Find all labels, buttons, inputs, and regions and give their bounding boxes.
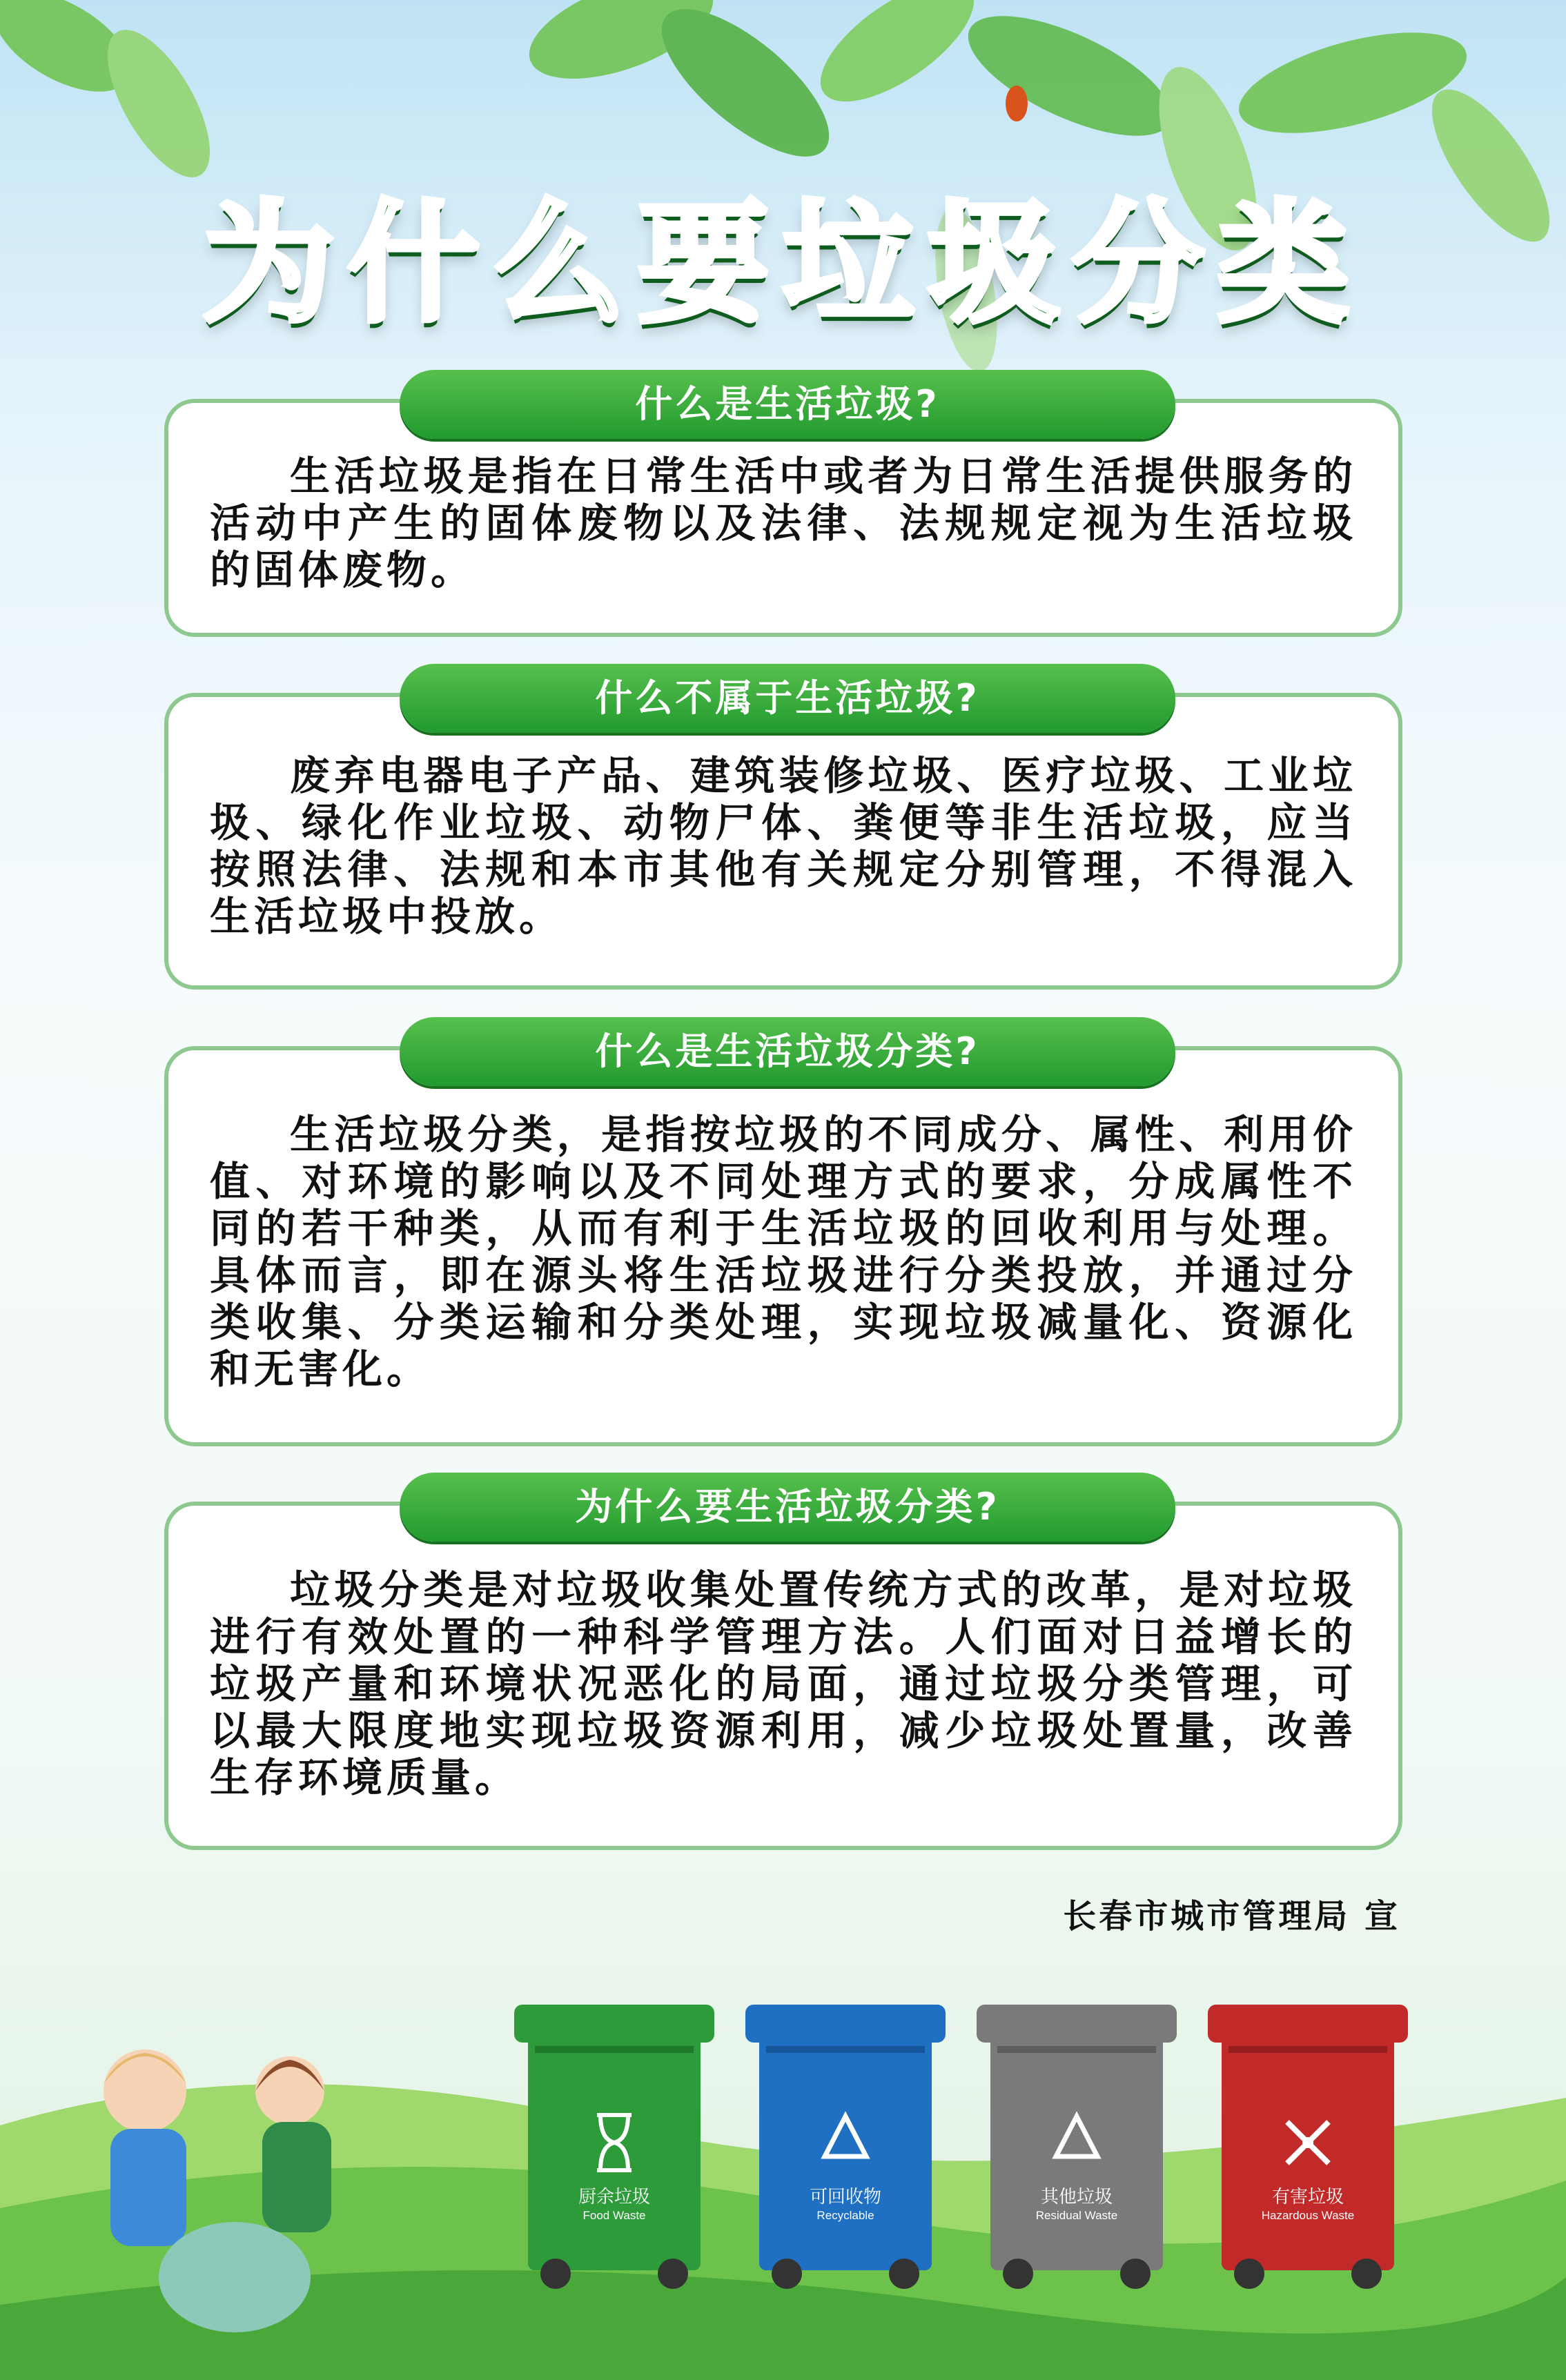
bin-food-waste <box>514 2005 714 2291</box>
recycle-icon <box>811 2108 880 2177</box>
recycle-icon <box>1042 2108 1111 2177</box>
bin-label-cn: 有害垃圾 <box>1271 2187 1344 2207</box>
section-card-1 <box>164 382 1402 637</box>
page-title: 为什么要垃圾分类 <box>203 188 1363 340</box>
section-body-4: 垃圾分类是对垃圾收集处置传统方式的改革，是对垃圾进行有效处置的一种科学管理方法。人们面对日益增长的垃圾产量和环境状况恶化的局面，通过垃圾分类管理，可以最大限度地实现垃圾资源利用，减少垃圾处置量，改善生存环境质量。 <box>210 1566 1357 1801</box>
section-body-1: 生活垃圾是指在日常生活中或者为日常生活提供服务的活动中产生的固体废物以及法律、法规规定视为生活垃圾的固体废物。 <box>210 453 1357 593</box>
section-card-2 <box>164 676 1402 990</box>
publisher-credit: 长春市城市管理局 宣 <box>1063 1897 1400 1936</box>
section-heading-3: 什么是生活垃圾分类? <box>400 1017 1175 1086</box>
ladybug-icon <box>1006 86 1028 121</box>
bin-label-cn: 可回收物 <box>809 2187 881 2207</box>
bin-hazardous-waste <box>1208 2005 1408 2291</box>
hourglass-icon <box>580 2108 649 2177</box>
section-body-3: 生活垃圾分类，是指按垃圾的不同成分、属性、利用价值、对环境的影响以及不同处理方式的要求，分成属性不同的若干种类，从而有利于生活垃圾的回收利用与处理。具体而言，即在源头将生活垃圾进行分类投放，并通过分类收集、分类运输和分类处理，实现垃圾减量化、资源化和无害化。 <box>210 1111 1357 1393</box>
section-card-4 <box>164 1485 1402 1850</box>
section-heading-2: 什么不属于生活垃圾? <box>400 664 1175 733</box>
section-card-3 <box>164 1030 1402 1446</box>
bin-label-en: Residual Waste <box>1035 2209 1118 2222</box>
bin-label-cn: 其他垃圾 <box>1040 2187 1113 2207</box>
bin-residual-waste <box>977 2005 1177 2291</box>
hazard-icon <box>1273 2108 1342 2177</box>
bin-label-cn: 厨余垃圾 <box>578 2187 650 2207</box>
section-heading-4: 为什么要生活垃圾分类? <box>400 1473 1175 1542</box>
section-heading-1: 什么是生活垃圾? <box>400 370 1175 439</box>
section-body-2: 废弃电器电子产品、建筑装修垃圾、医疗垃圾、工业垃圾、绿化作业垃圾、动物尸体、粪便等非生活垃圾，应当按照法律、法规和本市其他有关规定分别管理，不得混入生活垃圾中投放。 <box>210 752 1357 940</box>
bin-label-en: Recyclable <box>816 2209 874 2222</box>
bin-label-en: Hazardous Waste <box>1261 2209 1355 2222</box>
bin-recyclable <box>745 2005 946 2291</box>
bin-label-en: Food Waste <box>583 2209 646 2222</box>
